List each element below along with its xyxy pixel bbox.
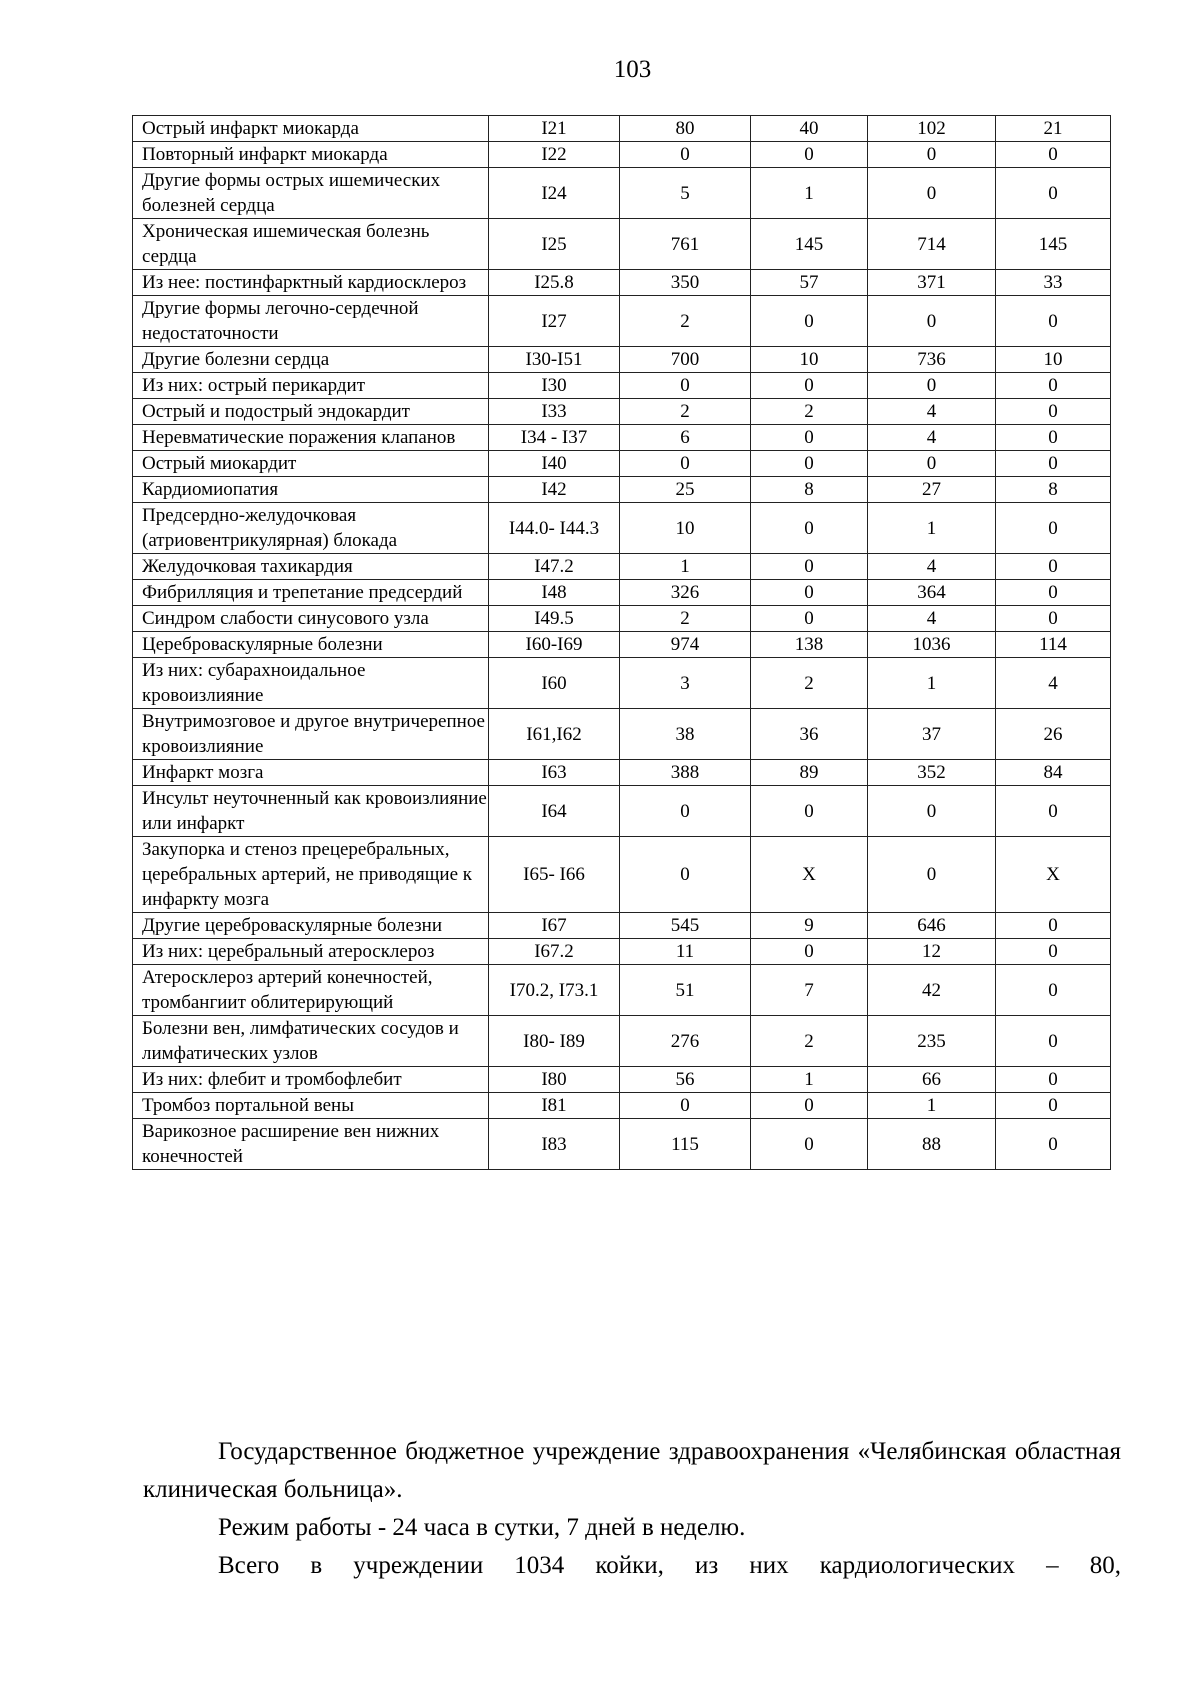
value-cell-1: 974 xyxy=(620,632,751,658)
value-cell-1: 0 xyxy=(620,837,751,913)
value-cell-2: 9 xyxy=(751,913,868,939)
icd-code-cell: I24 xyxy=(489,168,620,219)
value-cell-1: 276 xyxy=(620,1016,751,1067)
table-row xyxy=(133,1016,1111,1067)
disease-name-cell: Из них: церебральный атеросклероз xyxy=(133,939,489,965)
value-cell-1: 56 xyxy=(620,1067,751,1093)
value-cell-2: 0 xyxy=(751,503,868,554)
icd-code-cell: I34 - I37 xyxy=(489,425,620,451)
value-cell-4: 33 xyxy=(996,270,1111,296)
value-cell-2: 10 xyxy=(751,347,868,373)
disease-name-cell: Хроническая ишемическая болезнь сердца xyxy=(133,219,489,270)
paragraph-working-hours: Режим работы - 24 часа в сутки, 7 дней в неделю. xyxy=(218,1514,746,1541)
disease-name-cell: Из нее: постинфарктный кардиосклероз xyxy=(133,270,489,296)
icd-code-cell: I21 xyxy=(489,116,620,142)
value-cell-4: 0 xyxy=(996,1119,1111,1170)
value-cell-2: 0 xyxy=(751,451,868,477)
table-row xyxy=(133,1093,1111,1119)
value-cell-3: 0 xyxy=(868,168,996,219)
value-cell-1: 388 xyxy=(620,760,751,786)
icd-code-cell: I61,I62 xyxy=(489,709,620,760)
value-cell-3: 646 xyxy=(868,913,996,939)
icd-code-cell: I42 xyxy=(489,477,620,503)
table-row xyxy=(133,116,1111,142)
disease-name-cell: Острый и подострый эндокардит xyxy=(133,399,489,425)
value-cell-2: 0 xyxy=(751,606,868,632)
table-row xyxy=(133,606,1111,632)
icd-code-cell: I67 xyxy=(489,913,620,939)
icd-code-cell: I67.2 xyxy=(489,939,620,965)
value-cell-2: 0 xyxy=(751,296,868,347)
value-cell-1: 0 xyxy=(620,451,751,477)
value-cell-3: 88 xyxy=(868,1119,996,1170)
value-cell-3: 736 xyxy=(868,347,996,373)
value-cell-1: 80 xyxy=(620,116,751,142)
value-cell-4: 145 xyxy=(996,219,1111,270)
value-cell-1: 700 xyxy=(620,347,751,373)
value-cell-3: 4 xyxy=(868,554,996,580)
value-cell-1: 115 xyxy=(620,1119,751,1170)
value-cell-2: 0 xyxy=(751,939,868,965)
value-cell-3: 42 xyxy=(868,965,996,1016)
disease-name-cell: Тромбоз портальной вены xyxy=(133,1093,489,1119)
value-cell-4: 4 xyxy=(996,658,1111,709)
value-cell-1: 10 xyxy=(620,503,751,554)
table-body xyxy=(133,116,1111,1170)
value-cell-1: 350 xyxy=(620,270,751,296)
value-cell-2: 0 xyxy=(751,425,868,451)
table-row xyxy=(133,913,1111,939)
value-cell-3: 0 xyxy=(868,837,996,913)
icd-code-cell: I27 xyxy=(489,296,620,347)
value-cell-4: 10 xyxy=(996,347,1111,373)
value-cell-4: 0 xyxy=(996,168,1111,219)
disease-name-cell: Инфаркт мозга xyxy=(133,760,489,786)
value-cell-4: 0 xyxy=(996,1067,1111,1093)
icd-code-cell: I30-I51 xyxy=(489,347,620,373)
value-cell-3: 0 xyxy=(868,373,996,399)
disease-name-cell: Болезни вен, лимфатических сосудов и лимфатических узлов xyxy=(133,1016,489,1067)
value-cell-2: 0 xyxy=(751,554,868,580)
disease-name-cell: Повторный инфаркт миокарда xyxy=(133,142,489,168)
value-cell-2: 7 xyxy=(751,965,868,1016)
value-cell-2: 40 xyxy=(751,116,868,142)
value-cell-3: 352 xyxy=(868,760,996,786)
value-cell-4: 0 xyxy=(996,296,1111,347)
disease-name-cell: Из них: флебит и тромбофлебит xyxy=(133,1067,489,1093)
paragraph-bed-count: Всего в учреждении 1034 койки, из них кардиологических – 80, xyxy=(218,1552,1121,1579)
value-cell-2: 57 xyxy=(751,270,868,296)
value-cell-4: 0 xyxy=(996,606,1111,632)
value-cell-2: 36 xyxy=(751,709,868,760)
disease-name-cell: Из них: субарахноидальное кровоизлияние xyxy=(133,658,489,709)
table-row xyxy=(133,632,1111,658)
value-cell-2: 138 xyxy=(751,632,868,658)
icd-code-cell: I22 xyxy=(489,142,620,168)
value-cell-1: 1 xyxy=(620,554,751,580)
icd-code-cell: I47.2 xyxy=(489,554,620,580)
icd-code-cell: I80 xyxy=(489,1067,620,1093)
value-cell-4: 0 xyxy=(996,913,1111,939)
disease-name-cell: Острый инфаркт миокарда xyxy=(133,116,489,142)
value-cell-4: 26 xyxy=(996,709,1111,760)
value-cell-2: 8 xyxy=(751,477,868,503)
value-cell-4: 0 xyxy=(996,554,1111,580)
disease-name-cell: Другие болезни сердца xyxy=(133,347,489,373)
value-cell-4: X xyxy=(996,837,1111,913)
value-cell-3: 12 xyxy=(868,939,996,965)
value-cell-1: 2 xyxy=(620,606,751,632)
table-row xyxy=(133,168,1111,219)
value-cell-2: 2 xyxy=(751,1016,868,1067)
icd-code-cell: I70.2, I73.1 xyxy=(489,965,620,1016)
value-cell-2: 89 xyxy=(751,760,868,786)
value-cell-2: 2 xyxy=(751,658,868,709)
value-cell-2: 1 xyxy=(751,1067,868,1093)
value-cell-4: 0 xyxy=(996,425,1111,451)
value-cell-2: X xyxy=(751,837,868,913)
value-cell-2: 0 xyxy=(751,1093,868,1119)
disease-name-cell: Внутримозговое и другое внутричерепное кровоизлияние xyxy=(133,709,489,760)
icd-code-cell: I48 xyxy=(489,580,620,606)
value-cell-4: 0 xyxy=(996,142,1111,168)
disease-name-cell: Желудочковая тахикардия xyxy=(133,554,489,580)
value-cell-3: 37 xyxy=(868,709,996,760)
value-cell-1: 3 xyxy=(620,658,751,709)
value-cell-4: 0 xyxy=(996,451,1111,477)
body-text xyxy=(143,1433,1121,1585)
value-cell-3: 1 xyxy=(868,1093,996,1119)
table-row xyxy=(133,965,1111,1016)
icd-code-cell: I25.8 xyxy=(489,270,620,296)
value-cell-3: 0 xyxy=(868,451,996,477)
value-cell-3: 0 xyxy=(868,296,996,347)
value-cell-4: 0 xyxy=(996,965,1111,1016)
disease-name-cell: Кардиомиопатия xyxy=(133,477,489,503)
value-cell-4: 0 xyxy=(996,503,1111,554)
value-cell-3: 371 xyxy=(868,270,996,296)
table-row xyxy=(133,760,1111,786)
value-cell-4: 84 xyxy=(996,760,1111,786)
value-cell-3: 66 xyxy=(868,1067,996,1093)
table-row xyxy=(133,786,1111,837)
table-row xyxy=(133,1119,1111,1170)
value-cell-3: 1 xyxy=(868,658,996,709)
value-cell-3: 1036 xyxy=(868,632,996,658)
value-cell-3: 4 xyxy=(868,399,996,425)
value-cell-4: 0 xyxy=(996,786,1111,837)
value-cell-2: 145 xyxy=(751,219,868,270)
value-cell-3: 0 xyxy=(868,786,996,837)
disease-name-cell: Варикозное расширение вен нижних конечностей xyxy=(133,1119,489,1170)
value-cell-1: 51 xyxy=(620,965,751,1016)
value-cell-2: 0 xyxy=(751,373,868,399)
value-cell-3: 27 xyxy=(868,477,996,503)
value-cell-1: 5 xyxy=(620,168,751,219)
value-cell-3: 1 xyxy=(868,503,996,554)
icd-code-cell: I30 xyxy=(489,373,620,399)
icd-code-cell: I49.5 xyxy=(489,606,620,632)
value-cell-4: 0 xyxy=(996,373,1111,399)
icd-code-cell: I63 xyxy=(489,760,620,786)
icd-code-cell: I40 xyxy=(489,451,620,477)
icd-code-cell: I80- I89 xyxy=(489,1016,620,1067)
table-row xyxy=(133,296,1111,347)
value-cell-2: 0 xyxy=(751,580,868,606)
value-cell-1: 326 xyxy=(620,580,751,606)
disease-name-cell: Другие цереброваскулярные болезни xyxy=(133,913,489,939)
value-cell-4: 8 xyxy=(996,477,1111,503)
disease-name-cell: Другие формы легочно-сердечной недостаточности xyxy=(133,296,489,347)
value-cell-1: 25 xyxy=(620,477,751,503)
table-row xyxy=(133,347,1111,373)
value-cell-4: 114 xyxy=(996,632,1111,658)
value-cell-4: 0 xyxy=(996,939,1111,965)
table-row xyxy=(133,477,1111,503)
disease-name-cell: Другие формы острых ишемических болезней сердца xyxy=(133,168,489,219)
page-number: 103 xyxy=(613,56,652,83)
disease-name-cell: Закупорка и стеноз прецеребральных, церебральных артерий, не приводящие к инфаркту мозга xyxy=(133,837,489,913)
icd-code-cell: I44.0- I44.3 xyxy=(489,503,620,554)
value-cell-2: 0 xyxy=(751,786,868,837)
disease-name-cell: Атеросклероз артерий конечностей, тромбангиит облитерирующий xyxy=(133,965,489,1016)
value-cell-3: 102 xyxy=(868,116,996,142)
icd-code-cell: I65- I66 xyxy=(489,837,620,913)
value-cell-3: 0 xyxy=(868,142,996,168)
value-cell-1: 761 xyxy=(620,219,751,270)
table-row xyxy=(133,554,1111,580)
icd-code-cell: I33 xyxy=(489,399,620,425)
value-cell-4: 0 xyxy=(996,1016,1111,1067)
table-row xyxy=(133,425,1111,451)
disease-name-cell: Цереброваскулярные болезни xyxy=(133,632,489,658)
disease-name-cell: Острый миокардит xyxy=(133,451,489,477)
value-cell-2: 1 xyxy=(751,168,868,219)
table-row xyxy=(133,580,1111,606)
table-row xyxy=(133,219,1111,270)
value-cell-4: 21 xyxy=(996,116,1111,142)
icd-code-cell: I64 xyxy=(489,786,620,837)
value-cell-2: 0 xyxy=(751,142,868,168)
icd-code-cell: I60 xyxy=(489,658,620,709)
value-cell-2: 2 xyxy=(751,399,868,425)
table-row xyxy=(133,1067,1111,1093)
value-cell-3: 4 xyxy=(868,425,996,451)
value-cell-3: 364 xyxy=(868,580,996,606)
value-cell-4: 0 xyxy=(996,1093,1111,1119)
icd-code-cell: I25 xyxy=(489,219,620,270)
value-cell-1: 2 xyxy=(620,296,751,347)
value-cell-1: 38 xyxy=(620,709,751,760)
value-cell-1: 2 xyxy=(620,399,751,425)
icd-code-cell: I60-I69 xyxy=(489,632,620,658)
disease-name-cell: Фибрилляция и трепетание предсердий xyxy=(133,580,489,606)
value-cell-1: 0 xyxy=(620,373,751,399)
table-row xyxy=(133,399,1111,425)
table-row xyxy=(133,939,1111,965)
table-row xyxy=(133,658,1111,709)
value-cell-4: 0 xyxy=(996,399,1111,425)
table-row xyxy=(133,373,1111,399)
disease-statistics-table xyxy=(132,115,1111,1170)
value-cell-1: 0 xyxy=(620,142,751,168)
table-row xyxy=(133,270,1111,296)
disease-name-cell: Предсердно-желудочковая (атриовентрикулярная) блокада xyxy=(133,503,489,554)
value-cell-1: 6 xyxy=(620,425,751,451)
paragraph-hospital-name: Государственное бюджетное учреждение здравоохранения «Челябинская областная клиническая больница». xyxy=(143,1438,1121,1503)
value-cell-1: 0 xyxy=(620,786,751,837)
table-row xyxy=(133,142,1111,168)
value-cell-1: 0 xyxy=(620,1093,751,1119)
table-row xyxy=(133,451,1111,477)
value-cell-3: 235 xyxy=(868,1016,996,1067)
disease-name-cell: Инсульт неуточненный как кровоизлияние или инфаркт xyxy=(133,786,489,837)
table-row xyxy=(133,503,1111,554)
disease-name-cell: Из них: острый перикардит xyxy=(133,373,489,399)
value-cell-1: 11 xyxy=(620,939,751,965)
value-cell-3: 714 xyxy=(868,219,996,270)
value-cell-2: 0 xyxy=(751,1119,868,1170)
value-cell-1: 545 xyxy=(620,913,751,939)
disease-name-cell: Синдром слабости синусового узла xyxy=(133,606,489,632)
icd-code-cell: I81 xyxy=(489,1093,620,1119)
icd-code-cell: I83 xyxy=(489,1119,620,1170)
table-row xyxy=(133,837,1111,913)
table-row xyxy=(133,709,1111,760)
disease-name-cell: Неревматические поражения клапанов xyxy=(133,425,489,451)
value-cell-3: 4 xyxy=(868,606,996,632)
value-cell-4: 0 xyxy=(996,580,1111,606)
